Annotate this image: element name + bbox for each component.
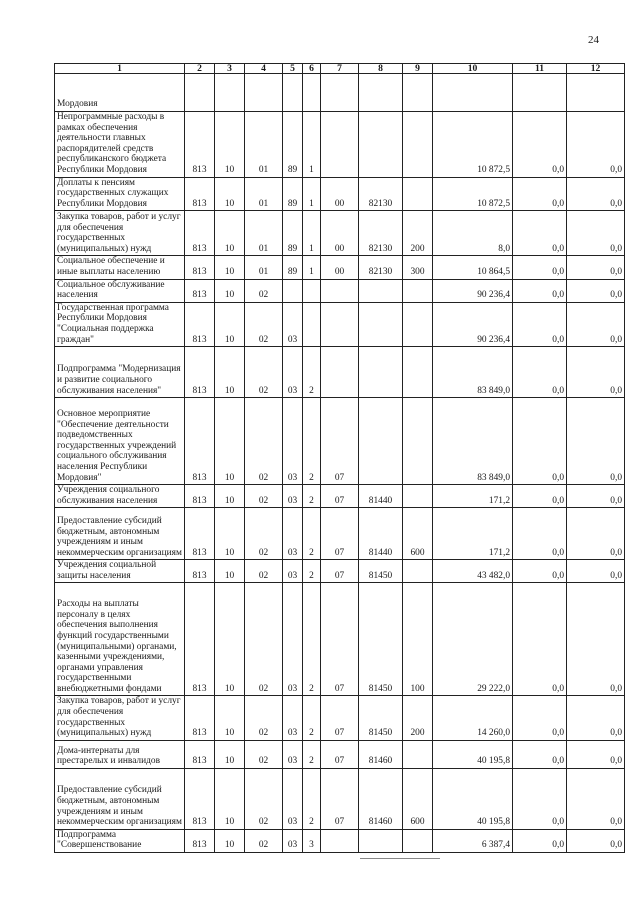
table-row bbox=[55, 583, 625, 696]
cell-c12: 0,0 bbox=[567, 211, 625, 256]
cell-c10: 171,2 bbox=[433, 508, 513, 560]
cell-c3: 10 bbox=[215, 398, 245, 485]
cell-c4: 02 bbox=[245, 583, 283, 696]
cell-c8: 81440 bbox=[359, 508, 403, 560]
header-cell: 12 bbox=[567, 64, 625, 74]
cell-c11 bbox=[513, 74, 567, 112]
cell-c9 bbox=[403, 302, 433, 346]
cell-c5: 03 bbox=[283, 740, 303, 768]
cell-c8: 81450 bbox=[359, 696, 403, 740]
table-row bbox=[55, 256, 625, 279]
cell-c10: 10 872,5 bbox=[433, 177, 513, 211]
cell-c12: 0,0 bbox=[567, 768, 625, 829]
cell-c4: 02 bbox=[245, 485, 283, 508]
cell-c10: 83 849,0 bbox=[433, 398, 513, 485]
header-row bbox=[55, 64, 625, 74]
table-row bbox=[55, 302, 625, 346]
cell-c6 bbox=[303, 302, 321, 346]
row-description: Предоставление субсидий бюджетным, автономным учреждениям и иным некоммерческим организациям bbox=[55, 508, 185, 560]
cell-c3: 10 bbox=[215, 560, 245, 583]
cell-c11: 0,0 bbox=[513, 740, 567, 768]
cell-c12: 0,0 bbox=[567, 256, 625, 279]
cell-c3: 10 bbox=[215, 177, 245, 211]
cell-c11: 0,0 bbox=[513, 583, 567, 696]
cell-c10: 10 864,5 bbox=[433, 256, 513, 279]
cell-c7: 00 bbox=[321, 256, 359, 279]
table-row bbox=[55, 508, 625, 560]
table-row bbox=[55, 485, 625, 508]
cell-c9: 100 bbox=[403, 583, 433, 696]
cell-c9 bbox=[403, 177, 433, 211]
header-cell: 1 bbox=[55, 64, 185, 74]
cell-c3: 10 bbox=[215, 696, 245, 740]
row-description: Учреждения социального обслуживания населения bbox=[55, 485, 185, 508]
cell-c6: 1 bbox=[303, 177, 321, 211]
header-cell: 11 bbox=[513, 64, 567, 74]
cell-c9 bbox=[403, 112, 433, 178]
cell-c4: 02 bbox=[245, 398, 283, 485]
cell-c3: 10 bbox=[215, 302, 245, 346]
cell-c9 bbox=[403, 740, 433, 768]
cell-c2: 813 bbox=[185, 583, 215, 696]
row-description: Социальное обеспечение и иные выплаты населению bbox=[55, 256, 185, 279]
row-description: Социальное обслуживание населения bbox=[55, 279, 185, 302]
cell-c9: 600 bbox=[403, 508, 433, 560]
header-cell: 8 bbox=[359, 64, 403, 74]
cell-c11: 0,0 bbox=[513, 829, 567, 852]
cell-c8 bbox=[359, 347, 403, 398]
cell-c4: 01 bbox=[245, 112, 283, 178]
cell-c5: 03 bbox=[283, 508, 303, 560]
row-description: Предоставление субсидий бюджетным, автономным учреждениям и иным некоммерческим организациям bbox=[55, 768, 185, 829]
cell-c2: 813 bbox=[185, 302, 215, 346]
cell-c9 bbox=[403, 279, 433, 302]
cell-c12: 0,0 bbox=[567, 398, 625, 485]
cell-c2: 813 bbox=[185, 347, 215, 398]
cell-c2: 813 bbox=[185, 508, 215, 560]
cell-c2: 813 bbox=[185, 398, 215, 485]
cell-c10: 40 195,8 bbox=[433, 768, 513, 829]
cell-c7: 07 bbox=[321, 508, 359, 560]
cell-c12: 0,0 bbox=[567, 583, 625, 696]
table-row bbox=[55, 768, 625, 829]
page-number: 24 bbox=[588, 34, 599, 46]
cell-c6: 2 bbox=[303, 398, 321, 485]
row-description: Подпрограмма "Модернизация и развитие социального обслуживания населения" bbox=[55, 347, 185, 398]
cell-c9 bbox=[403, 829, 433, 852]
cell-c8 bbox=[359, 74, 403, 112]
cell-c6: 2 bbox=[303, 768, 321, 829]
cell-c4: 01 bbox=[245, 256, 283, 279]
cell-c6 bbox=[303, 279, 321, 302]
cell-c2: 813 bbox=[185, 211, 215, 256]
cell-c8 bbox=[359, 829, 403, 852]
cell-c5: 89 bbox=[283, 112, 303, 178]
cell-c9: 300 bbox=[403, 256, 433, 279]
cell-c10: 6 387,4 bbox=[433, 829, 513, 852]
table-row bbox=[55, 74, 625, 112]
row-description: Основное мероприятие "Обеспечение деятельности подведомственных государственных учреждений социального обслуживания населения Республики Мордовия" bbox=[55, 398, 185, 485]
cell-c10: 14 260,0 bbox=[433, 696, 513, 740]
cell-c6: 1 bbox=[303, 211, 321, 256]
cell-c7: 07 bbox=[321, 485, 359, 508]
cell-c8: 81450 bbox=[359, 583, 403, 696]
cell-c2: 813 bbox=[185, 485, 215, 508]
row-description: Дома-интернаты для престарелых и инвалидов bbox=[55, 740, 185, 768]
cell-c11: 0,0 bbox=[513, 398, 567, 485]
cell-c5: 89 bbox=[283, 177, 303, 211]
cell-c9 bbox=[403, 398, 433, 485]
cell-c7: 07 bbox=[321, 583, 359, 696]
cell-c7: 07 bbox=[321, 768, 359, 829]
budget-table bbox=[54, 63, 625, 853]
table-row bbox=[55, 560, 625, 583]
cell-c10: 90 236,4 bbox=[433, 302, 513, 346]
cell-c6: 2 bbox=[303, 583, 321, 696]
cell-c9 bbox=[403, 74, 433, 112]
cell-c4: 02 bbox=[245, 508, 283, 560]
cell-c7 bbox=[321, 279, 359, 302]
row-description: Подпрограмма "Совершенствование bbox=[55, 829, 185, 852]
cell-c12: 0,0 bbox=[567, 177, 625, 211]
table-row bbox=[55, 112, 625, 178]
cell-c12: 0,0 bbox=[567, 560, 625, 583]
cell-c4: 02 bbox=[245, 768, 283, 829]
cell-c7: 07 bbox=[321, 560, 359, 583]
cell-c8: 81460 bbox=[359, 740, 403, 768]
cell-c5: 89 bbox=[283, 211, 303, 256]
cell-c12 bbox=[567, 74, 625, 112]
cell-c3: 10 bbox=[215, 112, 245, 178]
header-cell: 3 bbox=[215, 64, 245, 74]
cell-c11: 0,0 bbox=[513, 279, 567, 302]
cell-c8: 82130 bbox=[359, 177, 403, 211]
header-cell: 2 bbox=[185, 64, 215, 74]
cell-c2: 813 bbox=[185, 256, 215, 279]
cell-c10: 43 482,0 bbox=[433, 560, 513, 583]
table-row bbox=[55, 740, 625, 768]
cell-c11: 0,0 bbox=[513, 347, 567, 398]
cell-c11: 0,0 bbox=[513, 177, 567, 211]
cell-c4 bbox=[245, 74, 283, 112]
cell-c11: 0,0 bbox=[513, 112, 567, 178]
cell-c3: 10 bbox=[215, 829, 245, 852]
cell-c7: 07 bbox=[321, 740, 359, 768]
header-cell: 7 bbox=[321, 64, 359, 74]
cell-c5: 03 bbox=[283, 583, 303, 696]
cell-c3: 10 bbox=[215, 347, 245, 398]
cell-c11: 0,0 bbox=[513, 508, 567, 560]
cell-c5: 03 bbox=[283, 398, 303, 485]
cell-c5: 03 bbox=[283, 768, 303, 829]
cell-c2 bbox=[185, 74, 215, 112]
row-description: Государственная программа Республики Мордовия "Социальная поддержка граждан" bbox=[55, 302, 185, 346]
cell-c9 bbox=[403, 560, 433, 583]
row-description: Доплаты к пенсиям государственных служащих Республики Мордовия bbox=[55, 177, 185, 211]
cell-c11: 0,0 bbox=[513, 302, 567, 346]
cell-c4: 01 bbox=[245, 211, 283, 256]
cell-c7 bbox=[321, 74, 359, 112]
cell-c6: 1 bbox=[303, 112, 321, 178]
cell-c8: 81460 bbox=[359, 768, 403, 829]
cell-c3: 10 bbox=[215, 485, 245, 508]
cell-c9: 600 bbox=[403, 768, 433, 829]
cell-c7: 00 bbox=[321, 177, 359, 211]
cell-c8: 81440 bbox=[359, 485, 403, 508]
cell-c4: 02 bbox=[245, 829, 283, 852]
cell-c3: 10 bbox=[215, 768, 245, 829]
cell-c10: 83 849,0 bbox=[433, 347, 513, 398]
cell-c2: 813 bbox=[185, 829, 215, 852]
cell-c10: 10 872,5 bbox=[433, 112, 513, 178]
header-cell: 6 bbox=[303, 64, 321, 74]
cell-c11: 0,0 bbox=[513, 768, 567, 829]
cell-c8 bbox=[359, 112, 403, 178]
cell-c12: 0,0 bbox=[567, 485, 625, 508]
cell-c12: 0,0 bbox=[567, 112, 625, 178]
cell-c5: 03 bbox=[283, 347, 303, 398]
cell-c11: 0,0 bbox=[513, 211, 567, 256]
cell-c6: 2 bbox=[303, 560, 321, 583]
table-row bbox=[55, 696, 625, 740]
cell-c2: 813 bbox=[185, 177, 215, 211]
table-row bbox=[55, 279, 625, 302]
cell-c2: 813 bbox=[185, 768, 215, 829]
cell-c8 bbox=[359, 279, 403, 302]
header-cell: 5 bbox=[283, 64, 303, 74]
cell-c3: 10 bbox=[215, 256, 245, 279]
cell-c9 bbox=[403, 485, 433, 508]
header-cell: 10 bbox=[433, 64, 513, 74]
cell-c5 bbox=[283, 74, 303, 112]
row-description: Мордовия bbox=[55, 74, 185, 112]
cell-c4: 02 bbox=[245, 302, 283, 346]
cell-c5: 03 bbox=[283, 560, 303, 583]
cell-c2: 813 bbox=[185, 279, 215, 302]
cell-c4: 02 bbox=[245, 560, 283, 583]
cell-c7: 07 bbox=[321, 398, 359, 485]
cell-c6: 2 bbox=[303, 740, 321, 768]
cell-c4: 02 bbox=[245, 696, 283, 740]
cell-c2: 813 bbox=[185, 696, 215, 740]
cell-c5: 03 bbox=[283, 696, 303, 740]
row-description: Закупка товаров, работ и услуг для обеспечения государственных (муниципальных) нужд bbox=[55, 211, 185, 256]
table-row bbox=[55, 177, 625, 211]
scan-mark bbox=[360, 858, 440, 859]
cell-c2: 813 bbox=[185, 112, 215, 178]
cell-c8 bbox=[359, 302, 403, 346]
cell-c7: 00 bbox=[321, 211, 359, 256]
cell-c11: 0,0 bbox=[513, 256, 567, 279]
cell-c6: 2 bbox=[303, 696, 321, 740]
cell-c6: 2 bbox=[303, 508, 321, 560]
cell-c9: 200 bbox=[403, 696, 433, 740]
cell-c6: 2 bbox=[303, 485, 321, 508]
cell-c10: 171,2 bbox=[433, 485, 513, 508]
row-description: Расходы на выплаты персоналу в целях обеспечения выполнения функций государственными (муниципальными) органами, казенными учреждениями, органами управления государственными внебюджетными фондами bbox=[55, 583, 185, 696]
cell-c10: 90 236,4 bbox=[433, 279, 513, 302]
cell-c7 bbox=[321, 302, 359, 346]
cell-c5: 03 bbox=[283, 302, 303, 346]
cell-c4: 02 bbox=[245, 740, 283, 768]
cell-c4: 01 bbox=[245, 177, 283, 211]
cell-c12: 0,0 bbox=[567, 696, 625, 740]
cell-c8: 82130 bbox=[359, 211, 403, 256]
cell-c3: 10 bbox=[215, 740, 245, 768]
cell-c11: 0,0 bbox=[513, 696, 567, 740]
cell-c10: 29 222,0 bbox=[433, 583, 513, 696]
row-description: Учреждения социальной защиты населения bbox=[55, 560, 185, 583]
header-cell: 9 bbox=[403, 64, 433, 74]
table-row bbox=[55, 398, 625, 485]
cell-c6: 1 bbox=[303, 256, 321, 279]
cell-c5: 89 bbox=[283, 256, 303, 279]
cell-c3: 10 bbox=[215, 583, 245, 696]
cell-c6: 3 bbox=[303, 829, 321, 852]
table-row bbox=[55, 211, 625, 256]
cell-c12: 0,0 bbox=[567, 279, 625, 302]
cell-c11: 0,0 bbox=[513, 560, 567, 583]
cell-c7 bbox=[321, 829, 359, 852]
cell-c8 bbox=[359, 398, 403, 485]
header-cell: 4 bbox=[245, 64, 283, 74]
cell-c12: 0,0 bbox=[567, 829, 625, 852]
cell-c7: 07 bbox=[321, 696, 359, 740]
cell-c5: 03 bbox=[283, 829, 303, 852]
cell-c3: 10 bbox=[215, 508, 245, 560]
cell-c12: 0,0 bbox=[567, 302, 625, 346]
cell-c10: 8,0 bbox=[433, 211, 513, 256]
cell-c3: 10 bbox=[215, 279, 245, 302]
cell-c2: 813 bbox=[185, 740, 215, 768]
cell-c9: 200 bbox=[403, 211, 433, 256]
cell-c12: 0,0 bbox=[567, 740, 625, 768]
cell-c9 bbox=[403, 347, 433, 398]
cell-c6 bbox=[303, 74, 321, 112]
cell-c2: 813 bbox=[185, 560, 215, 583]
cell-c7 bbox=[321, 112, 359, 178]
cell-c12: 0,0 bbox=[567, 508, 625, 560]
cell-c5 bbox=[283, 279, 303, 302]
cell-c12: 0,0 bbox=[567, 347, 625, 398]
cell-c3 bbox=[215, 74, 245, 112]
cell-c10 bbox=[433, 74, 513, 112]
cell-c4: 02 bbox=[245, 279, 283, 302]
cell-c6: 2 bbox=[303, 347, 321, 398]
row-description: Непрограммные расходы в рамках обеспечения деятельности главных распорядителей средств республиканского бюджета Республики Мордовия bbox=[55, 112, 185, 178]
cell-c8: 81450 bbox=[359, 560, 403, 583]
cell-c4: 02 bbox=[245, 347, 283, 398]
row-description: Закупка товаров, работ и услуг для обеспечения государственных (муниципальных) нужд bbox=[55, 696, 185, 740]
cell-c11: 0,0 bbox=[513, 485, 567, 508]
cell-c7 bbox=[321, 347, 359, 398]
table-row bbox=[55, 829, 625, 852]
cell-c3: 10 bbox=[215, 211, 245, 256]
cell-c10: 40 195,8 bbox=[433, 740, 513, 768]
cell-c8: 82130 bbox=[359, 256, 403, 279]
cell-c5: 03 bbox=[283, 485, 303, 508]
table-row bbox=[55, 347, 625, 398]
